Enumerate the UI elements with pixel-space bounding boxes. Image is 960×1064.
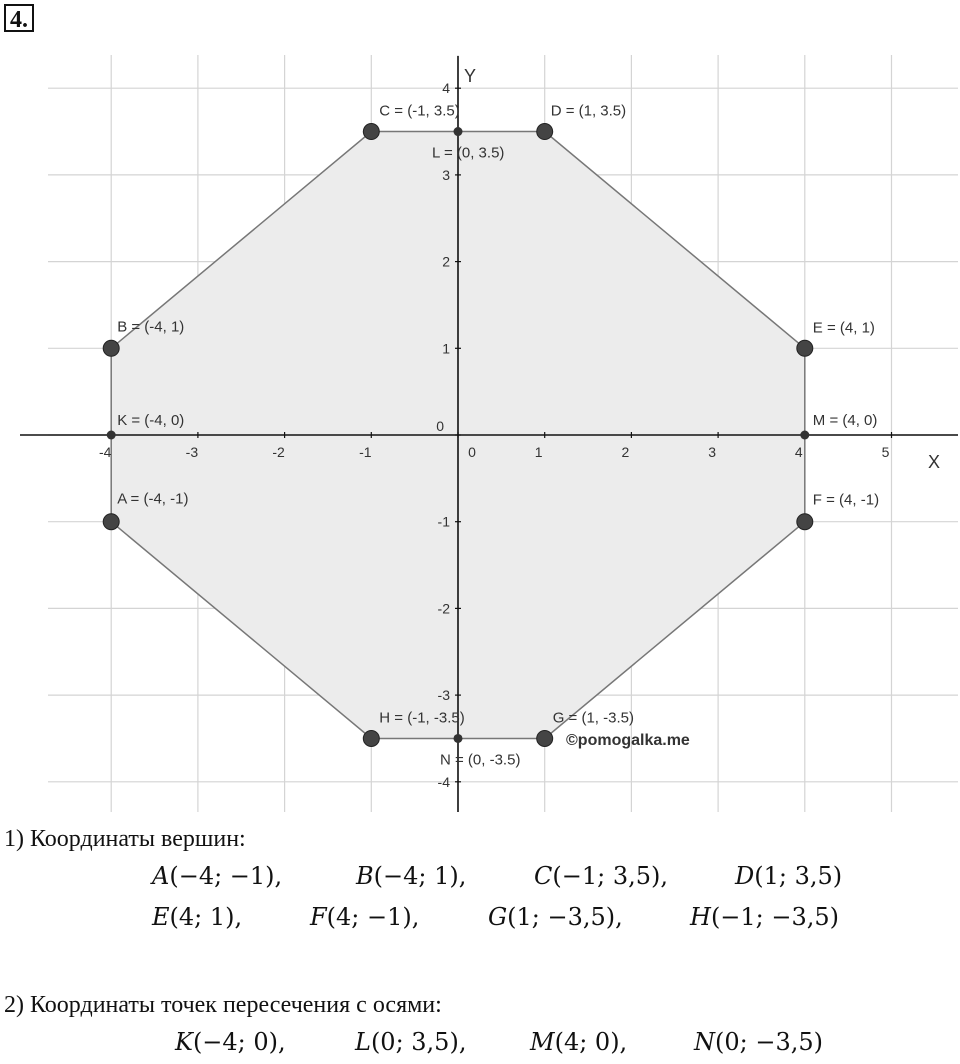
y-tick-label: -2 [437,600,450,617]
coord-e: E(4; 1), [152,903,243,931]
vertex-label: C = (-1, 3.5) [379,102,460,120]
x-tick-label: -2 [272,444,285,460]
section1-title: 1) Координаты вершин: [4,826,246,852]
y-tick-label: -3 [437,687,450,704]
y-tick-label: 0 [436,418,444,434]
vertex-point [537,730,553,746]
vertex-label: A = (-4, -1) [117,490,189,508]
y-tick-label: 3 [442,166,450,183]
vertex-label: G = (1, -3.5) [552,709,634,727]
vertex-label: B = (-4, 1) [117,318,185,336]
x-tick-label: -4 [98,444,112,460]
coord-m: M(4; 0), [530,1028,628,1056]
x-tick-label: -1 [359,444,372,460]
vertex-point [363,124,379,140]
task-number: 4. [4,4,34,32]
y-tick-label: 1 [442,340,450,357]
intersection-label: L = (0, 3.5) [432,144,505,162]
vertices-row-2 [0,903,960,937]
coord-b: B(−4; 1), [356,862,467,890]
y-tick-label: 2 [442,253,450,270]
vertex-label: F = (4, -1) [812,491,880,509]
coord-d: D(1; 3,5) [735,862,843,890]
intersection-label: K = (-4, 0) [117,412,185,429]
intersection-point [454,734,463,743]
watermark: ©pomogalka.me [566,732,690,749]
coord-h: H(−1; −3,5) [690,903,840,931]
x-tick-label: -3 [185,444,199,460]
intersections-row [0,1028,960,1062]
x-tick-label: 4 [794,444,803,460]
vertex-point [103,514,119,530]
x-tick-label: 0 [468,444,476,460]
vertex-point [103,340,119,356]
intersection-point [107,431,116,440]
x-axis-label: X [928,452,941,472]
intersection-label: M = (4, 0) [812,412,878,429]
x-tick-label: 3 [708,444,716,460]
y-tick-label: -1 [437,513,450,530]
vertex-point [537,124,553,140]
intersection-point [800,431,809,440]
x-tick-label: 2 [621,444,630,460]
y-tick-label: 4 [442,80,450,97]
y-axis-label: Y [464,66,477,86]
vertex-label: E = (4, 1) [812,319,875,337]
section2-title: 2) Координаты точек пересечения с осями: [4,992,442,1018]
coord-l: L(0; 3,5), [355,1028,467,1056]
y-tick-label: -4 [437,773,450,790]
coord-n: N(0; −3,5) [694,1028,823,1056]
intersection-label: N = (0, -3.5) [440,751,521,769]
vertices-row-1 [0,862,960,896]
x-tick-label: 5 [881,444,890,460]
intersection-point [454,127,463,136]
vertex-label: D = (1, 3.5) [550,102,627,120]
x-tick-label: 1 [534,444,543,460]
coord-a: A(−4; −1), [152,862,283,890]
vertex-label: H = (-1, -3.5) [379,709,465,727]
vertex-point [363,730,379,746]
coord-f: F(4; −1), [310,903,420,931]
coord-k: K(−4; 0), [175,1028,286,1056]
vertex-point [797,514,813,530]
vertex-point [797,340,813,356]
coord-g: G(1; −3,5), [488,903,623,931]
coord-c: C(−1; 3,5), [534,862,668,890]
